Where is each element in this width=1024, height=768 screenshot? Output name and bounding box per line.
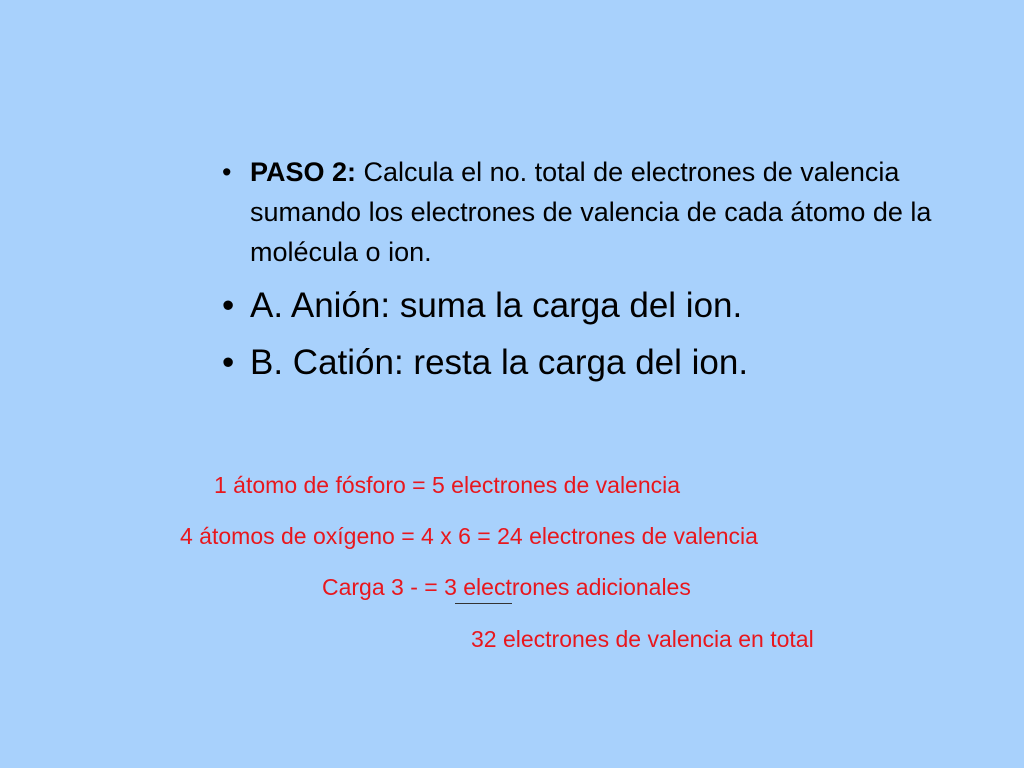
bullet-list xyxy=(222,152,962,398)
bullet-dot-icon: • xyxy=(222,286,235,325)
bullet-item-paso-2 xyxy=(222,152,962,272)
bullet-item-anion xyxy=(222,284,962,328)
oxygen-line: 4 átomos de oxígeno = 4 x 6 = 24 electrones de valencia xyxy=(180,523,758,549)
bullet-label: PASO 2: xyxy=(250,157,357,187)
phosphorus-line: 1 átomo de fósforo = 5 electrones de valencia xyxy=(214,472,681,498)
sum-divider-line xyxy=(455,603,512,604)
bullet-dot-icon: • xyxy=(222,343,235,382)
bullet-dot-icon: • xyxy=(222,157,232,187)
bullet-text: B. Catión: resta la carga del ion. xyxy=(250,343,749,382)
bullet-text: A. Anión: suma la carga del ion. xyxy=(250,286,743,325)
total-line: 32 electrones de valencia en total xyxy=(471,626,814,652)
bullet-item-cation xyxy=(222,341,962,385)
bullet-text: Calcula el no. total de electrones de valencia sumando los electrones de valencia de cada átomo de la molécula o ion. xyxy=(250,157,932,267)
charge-line: Carga 3 - = 3 electrones adicionales xyxy=(322,574,691,600)
